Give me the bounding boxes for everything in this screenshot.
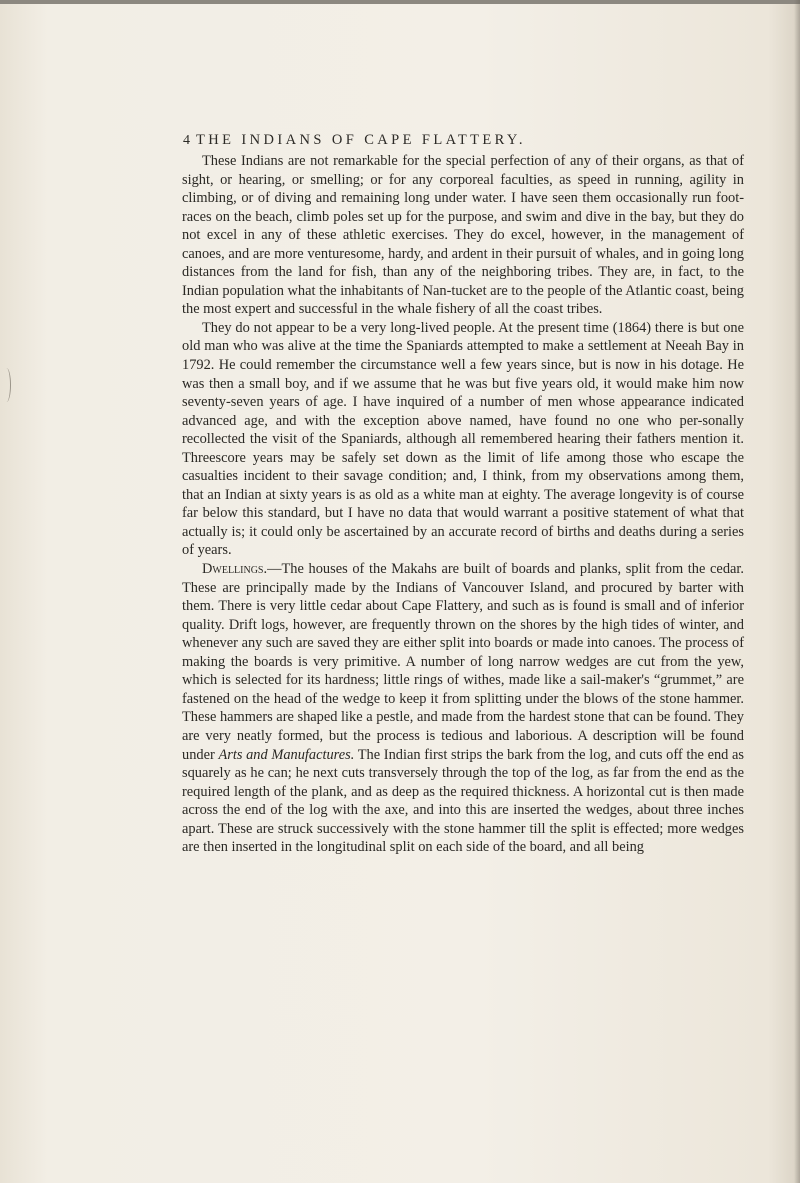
- paragraph-dwellings: [182, 560, 744, 857]
- cross-reference-title: Arts and Manufactures.: [218, 746, 355, 763]
- dwellings-text-part-2: The Indian first strips the bark from the log, and cuts off the end as squarely as he can; he next cuts transversely through the top of the log, as far from the end as the required length of the plank, and as deep as the required thickness. A horizontal cut is then made across the end of the log with the axe, and into this are inserted the wedges, about three inches apart. These are struck successively with the stone hammer till the split is effected; more wedges are then inserted in the longitudinal split on each side of the board, and all being: [182, 746, 744, 856]
- running-title: THE INDIANS OF CAPE FLATTERY.: [196, 132, 526, 148]
- top-edge-rule: [0, 0, 800, 4]
- page-number: 4: [183, 133, 190, 148]
- page-edge-shadow: [794, 0, 800, 1183]
- dwellings-text-part-1: —The houses of the Makahs are built of boards and planks, split from the cedar. These are principally made by the Indians of Vancouver Island, and procured by barter with them. There is very little cedar about Cape Flattery, and such as is found is small and of inferior quality. Drift logs, however, are frequently thrown on the shores by the high tides of winter, and whenever any such are saved they are either split into boards or made into canoes. The process of making the boards is very primitive. A number of long narrow wedges are cut from the yew, which is selected for its hardness; little rings of withes, made like a sail-maker's “grummet,” are fastened on the head of the wedge to keep it from splitting under the blows of the stone hammer. These hammers are shaped like a pestle, and made from the hardest stone that can be found. They are very neatly formed, but the process is tedious and laborious. A description will be found under: [182, 561, 744, 763]
- margin-bracket-mark: [2, 368, 11, 402]
- paragraph-physical-traits: These Indians are not remarkable for the special perfection of any of their organs, as that of sight, or hearing, or smelling; or for any corporeal faculties, as speed in running, agility in climbing, or of diving and remaining long under water. I have seen them occasionally run foot-races on the beach, climb poles set up for the purpose, and swim and dive in the bay, but they do not excel in any of these athletic exercises. They do excel, however, in the management of canoes, and are more venturesome, hardy, and ardent in their pursuit of whales, and in going long distances from the land for fish, than any of the neighboring tribes. They are, in fact, to the Indian population what the inhabitants of Nan-tucket are to the people of the Atlantic coast, being the most expert and successful in the whale fishery of all the coast tribes.: [182, 153, 744, 318]
- paragraph-longevity: They do not appear to be a very long-lived people. At the present time (1864) there is but one old man who was alive at the time the Spaniards attempted to make a settlement at Neeah Bay in 1792. He could remember the circumstance well a few years since, but is now in his dotage. He was then a small boy, and if we assume that he was but five years old, it would make him now seventy-seven years of age. I have inquired of a number of men whose appearance indicated advanced age, and with the exception above named, have found no one who per-sonally recollected the visit of the Spaniards, although all remembered hearing their fathers mention it. Threescore years may be safely set down as the limit of life among those who escape the casualties incident to their savage condition; and, I think, from my observations among them, that an Indian at sixty years is as old as a white man at eighty. The average longevity is of course far below this standard, but I have no data that would warrant a positive statement of what that actually is; it could only be ascertained by an accurate record of births and deaths during a series of years.: [182, 319, 744, 559]
- section-heading-dwellings: Dwellings.: [202, 561, 268, 578]
- body-text: [182, 152, 744, 857]
